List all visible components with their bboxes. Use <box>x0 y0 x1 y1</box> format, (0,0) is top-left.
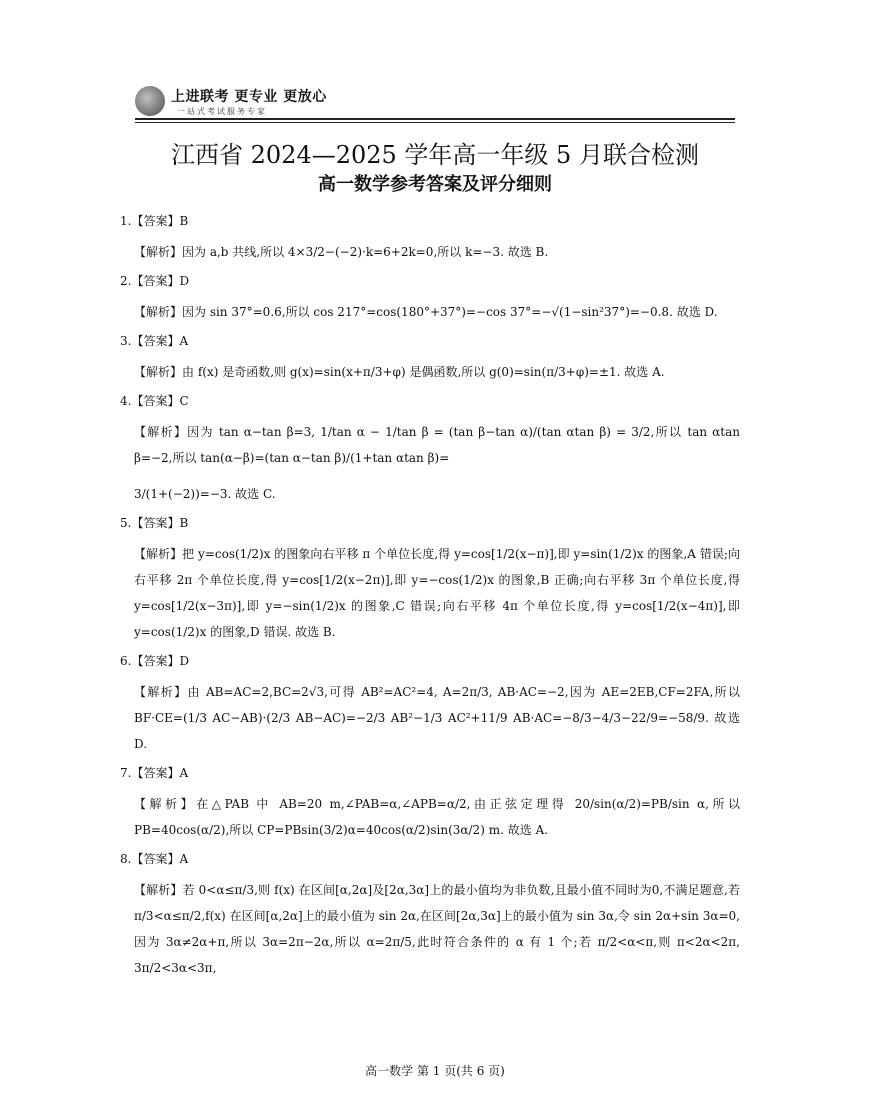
explanation: 【解析】因为 sin 37°=0.6,所以 cos 217°=cos(180°+37°)=−cos 37°=−√(1−sin²37°)=−0.8. 故选 D. <box>134 305 718 319</box>
question-3 <box>120 335 740 385</box>
answer-head: 3.【答案】A <box>120 334 189 348</box>
question-6 <box>120 655 740 757</box>
explanation: 【解析】由 AB=AC=2,BC=2√3,可得 AB²=AC²=4, A=2π/3, AB·AC=−2,因为 AE=2EB,CF=2FA,所以 BF·CE=(1/3 AC−AB)·(2/3 AB−AC)=−2/3 AB²−1/3 AC²+11/9 AB·AC=−8/3−4/3−22/9=−58/9. 故选 D. <box>134 685 740 751</box>
answer-head: 7.【答案】A <box>120 766 189 780</box>
answer-head: 8.【答案】A <box>120 852 189 866</box>
explanation: 【解析】在△PAB 中 AB=20 m,∠PAB=α,∠APB=α/2,由正弦定理得 20/sin(α/2)=PB/sin α,所以 PB=40cos(α/2),所以 CP=PBsin(3/2)α=40cos(α/2)sin(3α/2) m. 故选 A. <box>134 797 740 837</box>
logo-subtitle: 一站式考试服务专家 <box>177 107 267 116</box>
header-rule <box>135 118 735 120</box>
document-subtitle: 高一数学参考答案及评分细则 <box>318 174 552 195</box>
explanation: 【解析】因为 a,b 共线,所以 4×3/2−(−2)·k=6+2k=0,所以 k=−3. 故选 B. <box>134 245 549 259</box>
document-title: 江西省 2024—2025 学年高一年级 5 月联合检测 <box>171 141 699 169</box>
explanation: 【解析】由 f(x) 是奇函数,则 g(x)=sin(x+π/3+φ) 是偶函数,所以 g(0)=sin(π/3+φ)=±1. 故选 A. <box>134 365 665 379</box>
page-footer: 高一数学 第 1 页(共 6 页) <box>365 1064 505 1078</box>
answer-list <box>120 215 740 991</box>
question-4 <box>120 395 740 507</box>
logo-text: 上进联考 更专业 更放心 <box>171 89 327 105</box>
answer-head: 4.【答案】C <box>120 394 189 408</box>
answer-head: 2.【答案】D <box>120 274 190 288</box>
question-1 <box>120 215 740 265</box>
explanation: 【解析】因为 tan α−tan β=3, 1/tan α − 1/tan β = (tan β−tan α)/(tan αtan β) = 3/2,所以 tan αtan β=−2,所以 tan(α−β)=(tan α−tan β)/(1+tan αtan β)= <box>134 425 740 465</box>
question-2 <box>120 275 740 325</box>
explanation: 【解析】若 0<α≤π/3,则 f(x) 在区间[α,2α]及[2α,3α]上的最小值均为非负数,且最小值不同时为0,不满足题意,若 π/3<α≤π/2,f(x) 在区间[α,2α]上的最小值为 sin 2α,在区间[2α,3α]上的最小值为 sin 3α,令 sin 2α+sin 3α=0,因为 3α≠2α+π,所以 3α=2π−2α,所以 α=2π/5,此时符合条件的 α 有 1 个;若 π/2<α<π,则 π<2α<2π, 3π/2<3α<3π, <box>134 883 740 975</box>
logo-icon <box>135 86 165 116</box>
header-logo <box>135 82 755 132</box>
header-rule-thin <box>135 122 735 123</box>
answer-head: 1.【答案】B <box>120 214 189 228</box>
answer-head: 5.【答案】B <box>120 516 189 530</box>
question-8 <box>120 853 740 981</box>
explanation: 【解析】把 y=cos(1/2)x 的图象向右平移 π 个单位长度,得 y=cos[1/2(x−π)],即 y=sin(1/2)x 的图象,A 错误;向右平移 2π 个单位长度,得 y=cos[1/2(x−2π)],即 y=−cos(1/2)x 的图象,B 正确;向右平移 3π 个单位长度,得 y=cos[1/2(x−3π)],即 y=−sin(1/2)x 的图象,C 错误;向右平移 4π 个单位长度,得 y=cos[1/2(x−4π)],即 y=cos(1/2)x 的图象,D 错误. 故选 B. <box>134 547 740 639</box>
answer-head: 6.【答案】D <box>120 654 190 668</box>
question-5 <box>120 517 740 645</box>
question-7 <box>120 767 740 843</box>
explanation-continued: 3/(1+(−2))=−3. 故选 C. <box>134 487 276 501</box>
